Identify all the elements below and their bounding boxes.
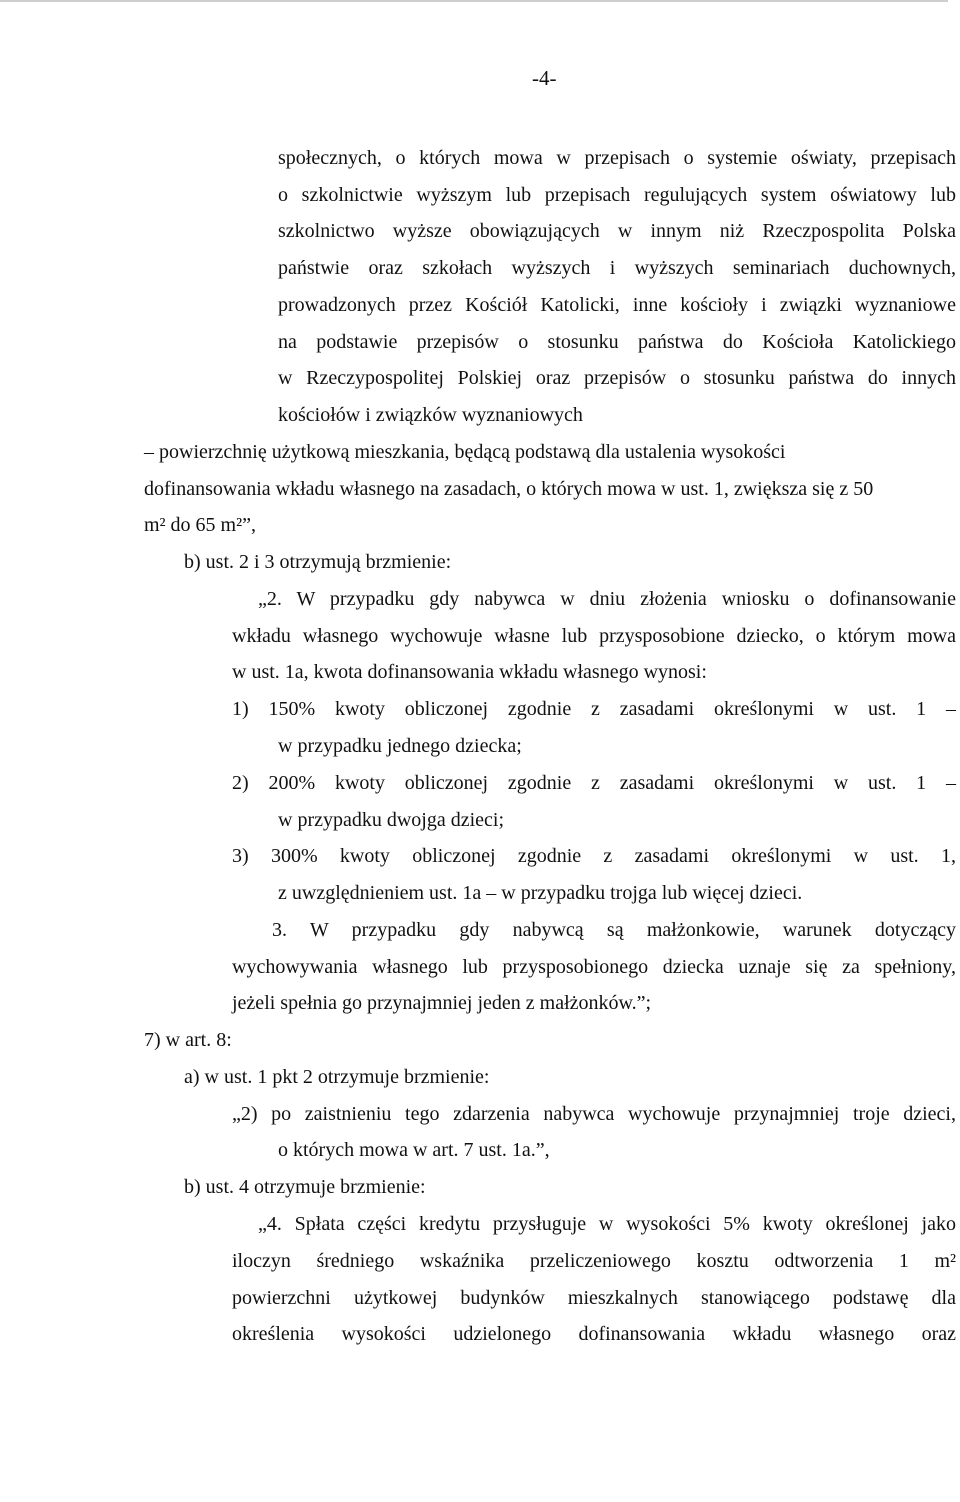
- text-line: 1) 150% kwoty obliczonej zgodnie z zasadami określonymi w ust. 1 –: [232, 698, 956, 720]
- text-line: wkładu własnego wychowuje własne lub przysposobione dziecko, o którym mowa: [232, 625, 956, 647]
- text-line: na podstawie przepisów o stosunku państwa do Kościoła Katolickiego: [278, 331, 956, 353]
- top-border-rule: [0, 0, 948, 2]
- text-line: iloczyn średniego wskaźnika przeliczeniowego kosztu odtworzenia 1 m²: [232, 1250, 956, 1272]
- page-number: -4-: [532, 66, 557, 90]
- text-line: 3) 300% kwoty obliczonej zgodnie z zasadami określonymi w ust. 1,: [232, 845, 956, 867]
- text-line: określenia wysokości udzielonego dofinansowania wkładu własnego oraz: [232, 1323, 956, 1345]
- text-line: społecznych, o których mowa w przepisach o systemie oświaty, przepisach: [278, 147, 956, 169]
- text-line: dofinansowania wkładu własnego na zasadach, o których mowa w ust. 1, zwiększa się z 50: [144, 478, 874, 500]
- text-line: państwie oraz szkołach wyższych i wyższych seminariach duchownych,: [278, 257, 956, 279]
- text-line: w przypadku jednego dziecka;: [278, 735, 522, 757]
- text-line: – powierzchnię użytkową mieszkania, będącą podstawą dla ustalenia wysokości: [144, 441, 786, 463]
- text-line: jeżeli spełnia go przynajmniej jeden z małżonków.”;: [232, 992, 652, 1014]
- text-line: w Rzeczypospolitej Polskiej oraz przepisów o stosunku państwa do innych: [278, 367, 956, 389]
- text-line: 2) 200% kwoty obliczonej zgodnie z zasadami określonymi w ust. 1 –: [232, 772, 956, 794]
- text-line: m² do 65 m²”,: [144, 514, 256, 536]
- text-line: prowadzonych przez Kościół Katolicki, inne kościoły i związki wyznaniowe: [278, 294, 956, 316]
- text-line: „2) po zaistnieniu tego zdarzenia nabywca wychowuje przynajmniej troje dzieci,: [232, 1103, 956, 1125]
- text-line: b) ust. 2 i 3 otrzymują brzmienie:: [184, 551, 452, 573]
- text-line: o których mowa w art. 7 ust. 1a.”,: [278, 1139, 550, 1161]
- text-line: w przypadku dwojga dzieci;: [278, 809, 505, 831]
- text-line: w ust. 1a, kwota dofinansowania wkładu własnego wynosi:: [232, 661, 707, 683]
- text-line: kościołów i związków wyznaniowych: [278, 404, 583, 426]
- text-line: 3. W przypadku gdy nabywcą są małżonkowie, warunek dotyczący: [272, 919, 956, 941]
- text-line: 7) w art. 8:: [144, 1029, 232, 1051]
- text-line: wychowywania własnego lub przysposobionego dziecka uznaje się za spełniony,: [232, 956, 956, 978]
- text-line: b) ust. 4 otrzymuje brzmienie:: [184, 1176, 426, 1198]
- text-line: „2. W przypadku gdy nabywca w dniu złożenia wniosku o dofinansowanie: [258, 588, 956, 610]
- text-line: o szkolnictwie wyższym lub przepisach regulujących system oświatowy lub: [278, 184, 956, 206]
- text-line: powierzchni użytkowej budynków mieszkalnych stanowiącego podstawę dla: [232, 1287, 956, 1309]
- text-line: z uwzględnieniem ust. 1a – w przypadku trojga lub więcej dzieci.: [278, 882, 803, 904]
- text-line: a) w ust. 1 pkt 2 otrzymuje brzmienie:: [184, 1066, 490, 1088]
- text-line: „4. Spłata części kredytu przysługuje w wysokości 5% kwoty określonej jako: [258, 1213, 956, 1235]
- text-line: szkolnictwo wyższe obowiązujących w innym niż Rzeczpospolita Polska: [278, 220, 956, 242]
